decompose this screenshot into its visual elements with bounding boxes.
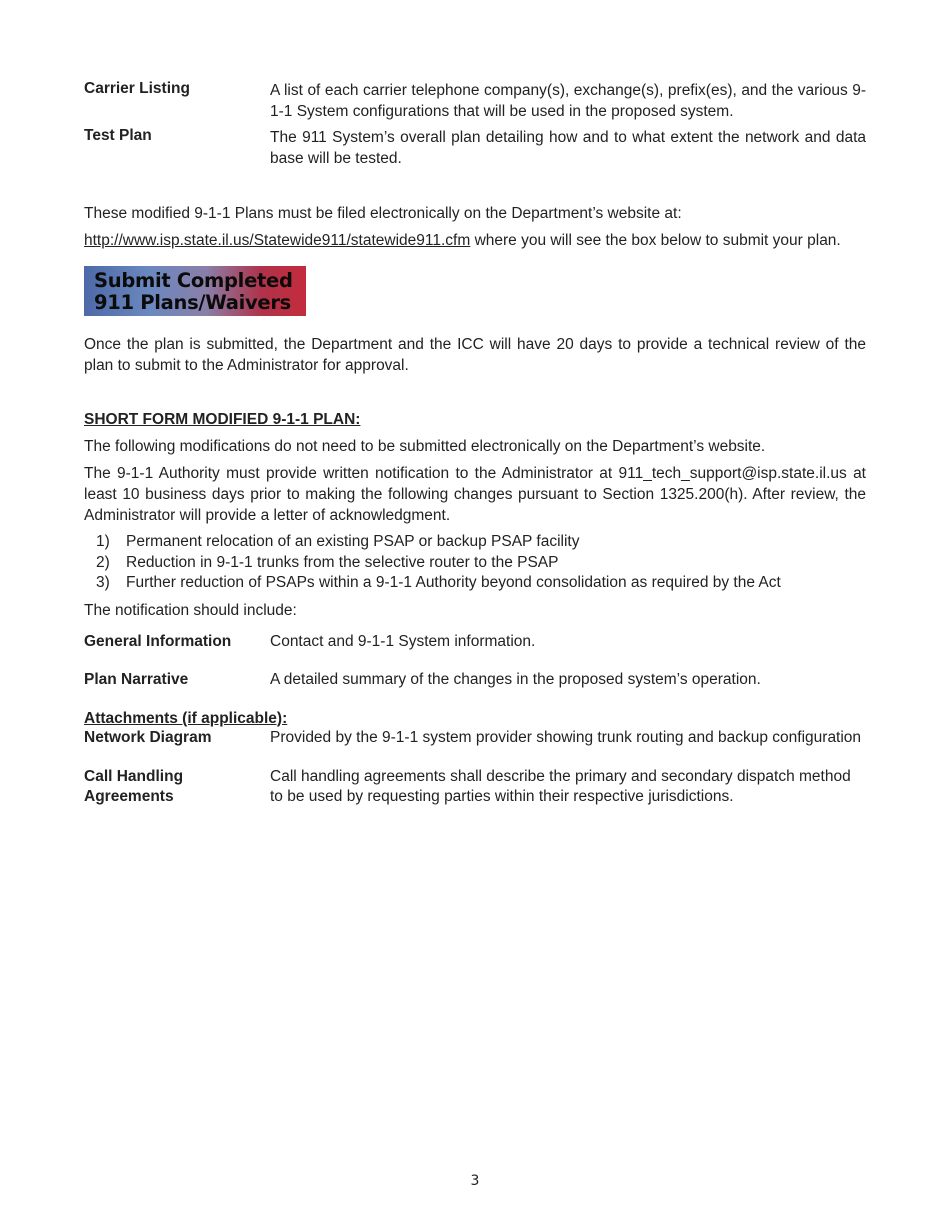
list-number: 2) <box>96 553 110 571</box>
term-call-handling <box>84 767 270 807</box>
list-item <box>84 532 866 553</box>
term-plan-narrative: Plan Narrative <box>84 670 189 688</box>
banner-line1: Submit Completed <box>94 269 293 292</box>
desc-test-plan: The 911 System’s overall plan detailing how and to what extent the network and data base will be tested. <box>270 129 866 167</box>
desc-general-information: Contact and 9-1-1 System information. <box>270 632 536 650</box>
submit-plans-banner[interactable] <box>84 266 306 316</box>
review-paragraph: Once the plan is submitted, the Department and the ICC will have 20 days to provide a technical review of the plan to submit to the Administrator for approval. <box>84 336 866 374</box>
plan-narrative-entry <box>84 671 866 689</box>
list-number: 1) <box>96 533 110 550</box>
short-form-para1: The following modifications do not need to be submitted electronically on the Department’s website. <box>84 438 766 455</box>
term-general-information: General Information <box>84 632 232 650</box>
list-text: Further reduction of PSAPs within a 9-1-1 Authority beyond consolidation as required by the Act <box>126 574 781 591</box>
attachments-heading: Attachments (if applicable): <box>84 709 288 727</box>
filing-line <box>84 230 866 251</box>
term-test-plan: Test Plan <box>84 127 152 144</box>
list-number: 3) <box>96 574 110 591</box>
list-text: Permanent relocation of an existing PSAP or backup PSAP facility <box>126 533 580 550</box>
general-info-entry <box>84 633 866 651</box>
document-page <box>84 80 866 807</box>
list-text: Reduction in 9-1-1 trunks from the selective router to the PSAP <box>126 553 559 571</box>
short-form-para2: The 9-1-1 Authority must provide written notification to the Administrator at 911_tech_support@isp.state.il.us at least 10 business days prior to making the following changes pursuant to Section 1325.200(h). After review, the Administrator will provide a letter of acknowledgment. <box>84 465 866 524</box>
term-call-handling-line2: Agreements <box>84 787 174 805</box>
desc-carrier-listing: A list of each carrier telephone company(s), exchange(s), prefix(es), and the various 9-1-1 System configurations that will be used in the proposed system. <box>270 82 866 120</box>
term-call-handling-line1: Call Handling <box>84 767 184 785</box>
desc-plan-narrative: A detailed summary of the changes in the proposed system’s operation. <box>270 670 761 688</box>
test-plan-entry <box>84 127 866 169</box>
term-network-diagram: Network Diagram <box>84 728 212 746</box>
desc-network-diagram: Provided by the 9-1-1 system provider showing trunk routing and backup configuration <box>270 728 862 746</box>
list-item <box>84 573 866 594</box>
notification-intro: The notification should include: <box>84 601 297 619</box>
page-number: 3 <box>470 1173 480 1189</box>
desc-call-handling: Call handling agreements shall describe the primary and secondary dispatch method to be used by requesting parties within their respective jurisdictions. <box>270 767 851 805</box>
modification-list <box>84 532 866 594</box>
short-form-heading: SHORT FORM MODIFIED 9-1-1 PLAN: <box>84 411 361 428</box>
statewide911-link[interactable]: http://www.isp.state.il.us/Statewide911/statewide911.cfm <box>84 232 471 249</box>
filing-intro: These modified 9-1-1 Plans must be filed electronically on the Department’s website at: <box>84 205 682 222</box>
filing-link-suffix: where you will see the box below to submit your plan. <box>470 232 841 249</box>
list-item <box>84 553 866 574</box>
carrier-listing-entry <box>84 80 866 122</box>
call-handling-entry <box>84 767 866 807</box>
term-carrier-listing: Carrier Listing <box>84 80 190 97</box>
banner-line2: 911 Plans/Waivers <box>94 291 291 314</box>
network-diagram-entry <box>84 729 866 747</box>
